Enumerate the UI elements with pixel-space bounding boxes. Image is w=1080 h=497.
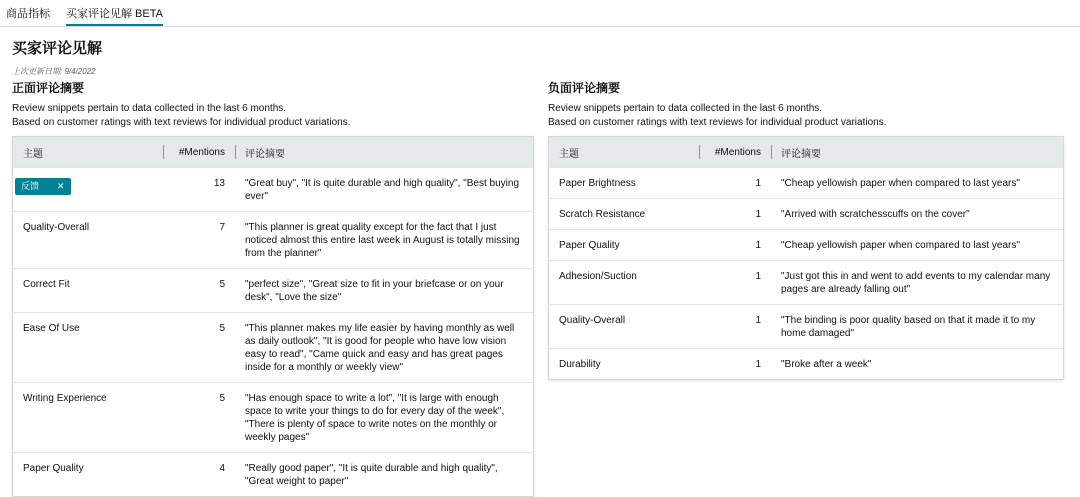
table-row — [549, 348, 1063, 379]
column-header-summary[interactable]: 评论摘要 — [771, 137, 1063, 167]
mentions-cell: 1 — [755, 178, 761, 189]
positive-summary-table — [12, 136, 534, 497]
table-row — [549, 260, 1063, 304]
summary-cell: "Cheap yellowish paper when compared to last years" — [781, 240, 1020, 251]
filter-tag — [15, 178, 71, 195]
filter-tag-label: 反馈 — [21, 181, 40, 191]
mentions-cell: 13 — [213, 178, 225, 189]
positive-desc-line-1: Review snippets pertain to data collected in the last 6 months. — [12, 103, 287, 114]
table-row — [13, 167, 533, 211]
mentions-cell: 5 — [219, 393, 225, 404]
table-row — [549, 198, 1063, 229]
table-row — [549, 304, 1063, 348]
topic-cell: Scratch Resistance — [559, 209, 646, 220]
topic-cell: Correct Fit — [23, 279, 70, 290]
summary-cell: "perfect size", "Great size to fit in your briefcase or on your desk", "Love the size" — [245, 279, 504, 303]
topic-cell: Quality-Overall — [23, 222, 90, 233]
table-row — [13, 268, 533, 312]
negative-summary-description — [548, 102, 1064, 130]
page-title: 买家评论见解 — [12, 40, 103, 57]
summary-cell: "Has enough space to write a lot", "It is large with enough space to write your things to do for every day of the week", "There is plenty of space to write notes on the monthly or weekly pages" — [245, 393, 505, 443]
mentions-cell: 1 — [755, 315, 761, 326]
mentions-cell: 1 — [755, 209, 761, 220]
table-row — [13, 382, 533, 452]
tab-customer-review-insights[interactable]: 买家评论见解 BETA — [66, 5, 163, 26]
table-row — [549, 229, 1063, 260]
summary-cell: "Just got this in and went to add events to my calendar many pages are already falling out" — [781, 271, 1051, 295]
positive-desc-line-2: Based on customer ratings with text reviews for individual product variations. — [12, 117, 351, 128]
summary-cell: "This planner is great quality except for the fact that I just noticed almost this entire last week in August is totally missing from the planner" — [245, 222, 520, 259]
mentions-cell: 5 — [219, 323, 225, 334]
table-header — [13, 137, 533, 167]
negative-desc-line-2: Based on customer ratings with text reviews for individual product variations. — [548, 117, 887, 128]
summary-cell: "This planner makes my life easier by having monthly as well as daily outlook", "It is good for people who have low vision easy to read", "Came quick and easy and has great pages inside for a monthly or weekly view" — [245, 323, 515, 373]
column-header-mentions[interactable]: #Mentions — [163, 137, 235, 167]
topic-cell: Adhesion/Suction — [559, 271, 637, 282]
topic-cell: Ease Of Use — [23, 323, 80, 334]
tab-product-metrics[interactable]: 商品指标 — [6, 8, 50, 20]
mentions-cell: 1 — [755, 240, 761, 251]
mentions-cell: 4 — [219, 463, 225, 474]
summary-cell: "The binding is poor quality based on that it made it to my home damaged" — [781, 315, 1036, 339]
column-header-topic[interactable]: 主题 — [23, 148, 43, 160]
table-row — [13, 312, 533, 382]
close-icon[interactable]: ✕ — [57, 181, 65, 191]
summary-cell: "Broke after a week" — [781, 359, 872, 370]
topic-cell: Paper Quality — [23, 463, 84, 474]
mentions-cell: 5 — [219, 279, 225, 290]
topic-cell: Paper Brightness — [559, 178, 636, 189]
summary-cell: "Great buy", "It is quite durable and high quality", "Best buying ever" — [245, 178, 520, 202]
tab-bar — [0, 0, 1080, 27]
column-header-summary[interactable]: 评论摘要 — [235, 137, 533, 167]
summary-cell: "Arrived with scratchesscuffs on the cover" — [781, 209, 970, 220]
table-row — [13, 452, 533, 496]
positive-summary-section — [12, 77, 534, 497]
topic-cell — [13, 168, 163, 211]
column-header-topic[interactable]: 主题 — [559, 148, 579, 160]
negative-summary-title: 负面评论摘要 — [548, 81, 621, 95]
mentions-cell: 1 — [755, 271, 761, 282]
topic-cell: Paper Quality — [559, 240, 620, 251]
table-row — [549, 167, 1063, 198]
summary-cell: "Cheap yellowish paper when compared to last years" — [781, 178, 1020, 189]
last-updated-date: 上次更新日期: 9/4/2022 — [12, 67, 96, 76]
mentions-cell: 7 — [219, 222, 225, 233]
negative-summary-section — [548, 77, 1064, 380]
negative-desc-line-1: Review snippets pertain to data collected in the last 6 months. — [548, 103, 823, 114]
summary-cell: "Really good paper", "It is quite durable and high quality", "Great weight to paper" — [245, 463, 498, 487]
column-header-mentions[interactable]: #Mentions — [699, 137, 771, 167]
positive-summary-title: 正面评论摘要 — [12, 81, 85, 95]
positive-summary-description — [12, 102, 534, 130]
table-header — [549, 137, 1063, 167]
table-body — [549, 167, 1063, 379]
summary-columns — [12, 77, 1068, 487]
topic-cell: Quality-Overall — [559, 315, 626, 326]
negative-summary-table — [548, 136, 1064, 380]
mentions-cell: 1 — [755, 359, 761, 370]
main-content — [0, 37, 1080, 487]
topic-cell: Writing Experience — [23, 393, 107, 404]
table-body — [13, 167, 533, 496]
topic-cell: Durability — [559, 359, 601, 370]
table-row — [13, 211, 533, 268]
